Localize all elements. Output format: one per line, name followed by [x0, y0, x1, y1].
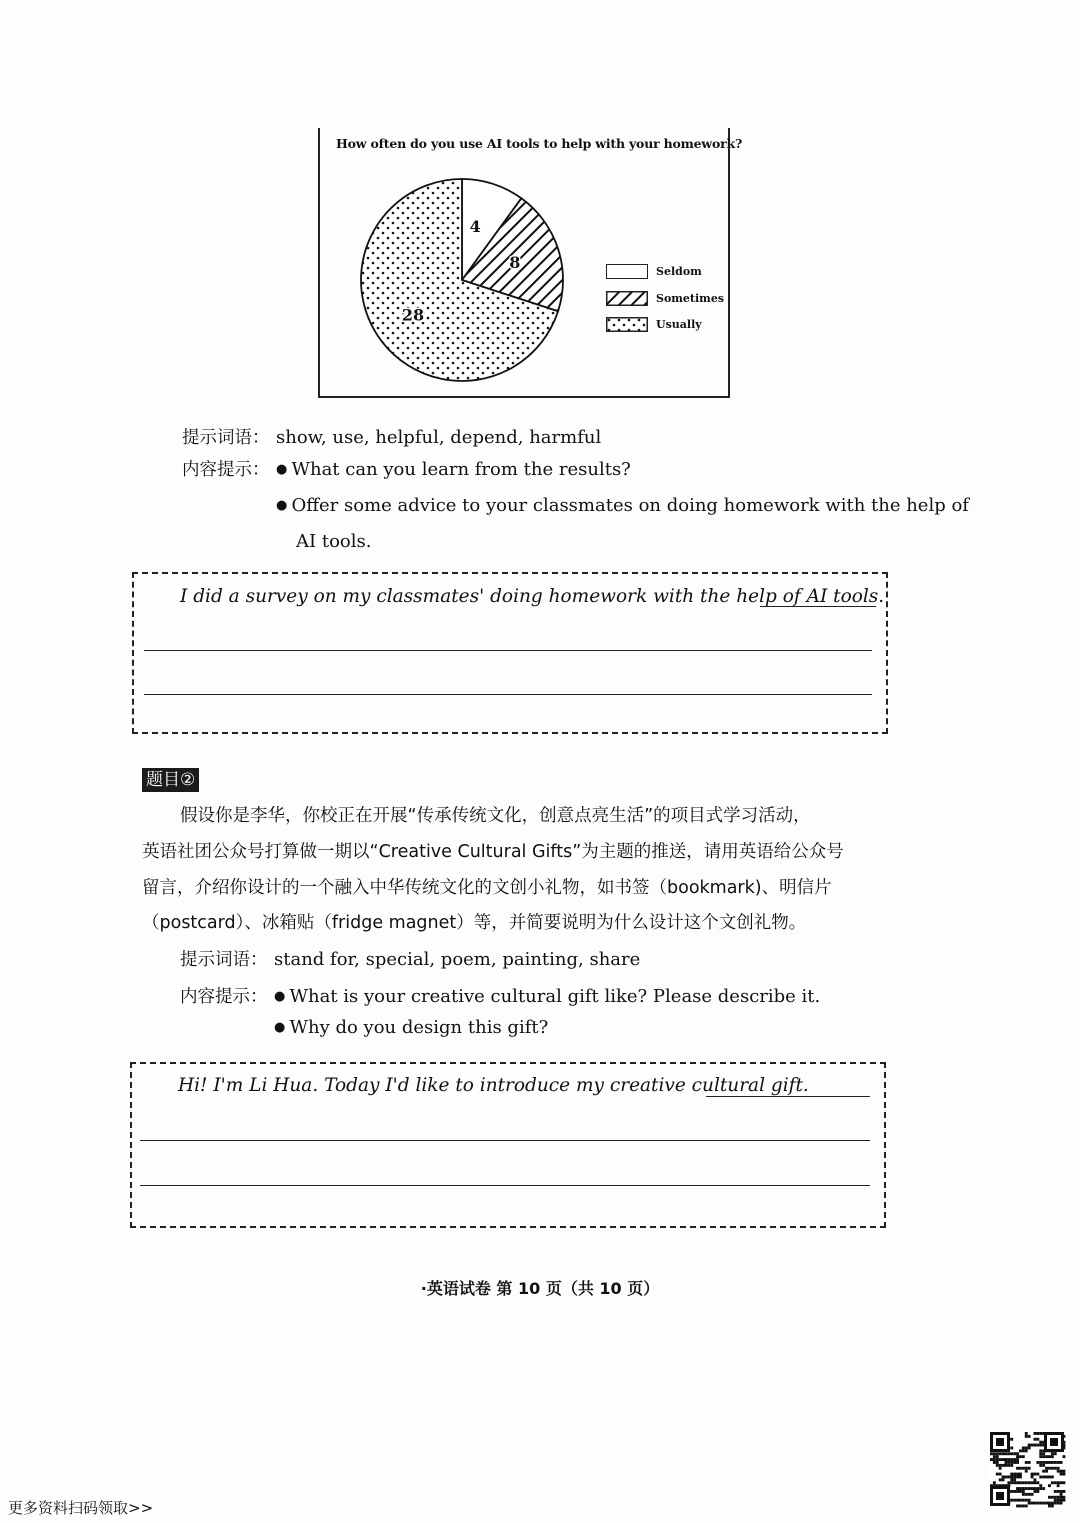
content-hint-label-1: 内容提示： — [182, 460, 270, 480]
answer-line[interactable] — [140, 1185, 870, 1186]
legend-label-sometimes: Sometimes — [656, 292, 725, 305]
topic-2-para-line: （postcard）、冰箱贴（fridge magnet）等，并简要说明为什么设计这个文创礼物。 — [142, 913, 807, 933]
pie-chart — [340, 170, 580, 390]
chart-title: How often do you use AI tools to help with your homework? — [336, 136, 743, 151]
writing-prompt-2: Hi! I'm Li Hua. Today I'd like to introduce my creative cultural gift. — [178, 1075, 809, 1096]
topic-2-para-line: 假设你是李华，你校正在开展“传承传统文化，创意点亮生活”的项目式学习活动， — [180, 806, 811, 826]
topic-2-para-line: 留言，介绍你设计的一个融入中华传统文化的文创小礼物，如书签（bookmark)、明信片 — [142, 878, 832, 898]
legend-label-usually: Usually — [656, 318, 702, 331]
writing-prompt-1: I did a survey on my classmates' doing homework with the help of AI tools. — [180, 586, 885, 607]
legend-item-usually — [606, 317, 702, 332]
answer-line[interactable] — [140, 1140, 870, 1141]
legend-swatch-usually — [606, 317, 648, 332]
hint-words-label-1: 提示词语： — [182, 428, 270, 448]
answer-line[interactable] — [144, 650, 872, 651]
content-hint-bullet-4: ● Why do you design this gift? — [274, 1016, 548, 1040]
legend-item-seldom — [606, 264, 702, 279]
topic-2-para-line: 英语社团公众号打算做一期以“Creative Cultural Gifts”为主题的推送，请用英语给公众号 — [142, 842, 844, 862]
qr-code-icon[interactable] — [988, 1430, 1066, 1508]
bottom-link[interactable]: 更多资料扫码领取>> — [8, 1499, 154, 1517]
answer-line[interactable] — [760, 606, 876, 607]
content-hint-label-2: 内容提示： — [180, 987, 268, 1007]
content-hint-bullet-3: ● What is your creative cultural gift like? Please describe it. — [274, 985, 820, 1009]
topic-2-tag: 题目② — [142, 768, 199, 792]
legend-swatch-sometimes — [606, 291, 648, 306]
pie-data-label-seldom: 4 — [469, 217, 481, 237]
answer-line[interactable] — [144, 694, 872, 695]
page-footer: ·英语试卷 第 10 页（共 10 页） — [420, 1279, 660, 1298]
hint-words-1: show, use, helpful, depend, harmful — [276, 427, 602, 448]
content-hint-bullet-2: ● Offer some advice to your classmates on doing homework with the help of — [276, 494, 969, 518]
content-hint-bullet-2-cont: AI tools. — [296, 531, 372, 552]
content-hint-bullet-1: ● What can you learn from the results? — [276, 458, 631, 482]
legend-swatch-seldom — [606, 264, 648, 279]
pie-data-label-sometimes: 8 — [509, 252, 521, 272]
legend-item-sometimes — [606, 291, 724, 306]
pie-data-label-usually: 28 — [401, 305, 425, 325]
hint-words-label-2: 提示词语： — [180, 950, 268, 970]
answer-line[interactable] — [706, 1096, 870, 1097]
hint-words-2: stand for, special, poem, painting, share — [274, 949, 641, 970]
legend-label-seldom: Seldom — [656, 265, 702, 278]
